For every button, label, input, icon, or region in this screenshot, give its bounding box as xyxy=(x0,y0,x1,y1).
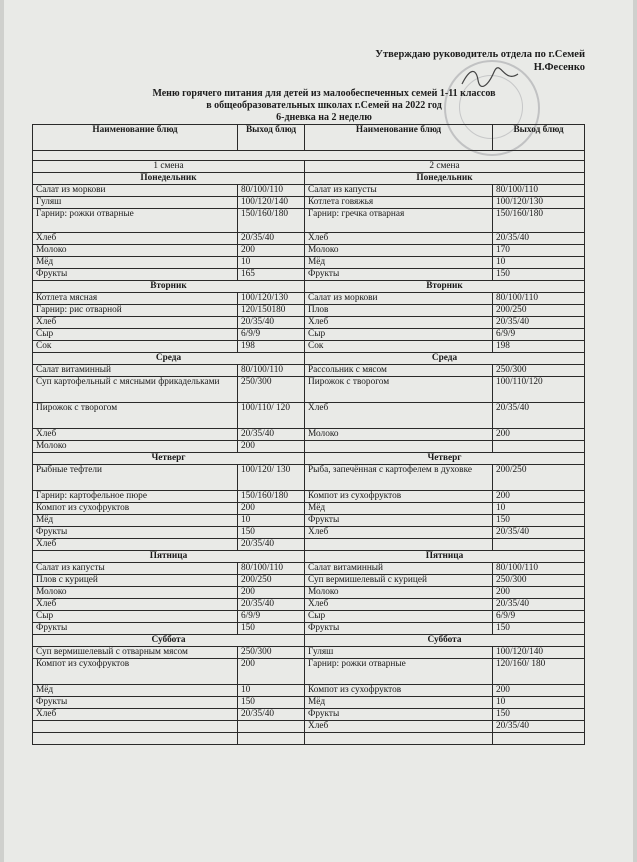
dish-name: Хлеб xyxy=(33,709,238,721)
dish-name: Хлеб xyxy=(33,317,238,329)
dish-name: Пирожок с творогом xyxy=(33,403,238,429)
dish-name: Сыр xyxy=(33,611,238,623)
dish-yield: 120/160/ 180 xyxy=(493,659,585,685)
dish-yield: 100/110/ 120 xyxy=(238,403,305,429)
table-row xyxy=(33,429,585,441)
dish-yield: 200 xyxy=(238,245,305,257)
dish-yield: 6/9/9 xyxy=(493,611,585,623)
dish-yield: 150 xyxy=(493,515,585,527)
table-row xyxy=(33,465,585,491)
dish-yield: 20/35/40 xyxy=(493,317,585,329)
dish-name: Мёд xyxy=(305,697,493,709)
dish-yield: 20/35/40 xyxy=(238,599,305,611)
dish-name: Хлеб xyxy=(305,527,493,539)
title-line-2: в общеобразовательных школах г.Семей на 2022 год xyxy=(206,100,442,111)
table-row xyxy=(33,587,585,599)
day-name: Среда xyxy=(33,353,305,365)
table-row xyxy=(33,293,585,305)
title-line-3: 6-дневка на 2 неделю xyxy=(276,112,372,123)
dish-yield: 20/35/40 xyxy=(493,527,585,539)
dish-yield: 10 xyxy=(238,685,305,697)
spacer-row xyxy=(33,151,585,161)
dish-name: Фрукты xyxy=(33,697,238,709)
table-row xyxy=(33,365,585,377)
dish-name: Гарнир: гречка отварная xyxy=(305,209,493,233)
title-line-1: Меню горячего питания для детей из малообеспеченных семей 1-11 классов xyxy=(152,88,496,99)
dish-yield: 200 xyxy=(238,441,305,453)
empty-cell xyxy=(305,733,493,745)
dish-name: Гарнир: рожки отварные xyxy=(305,659,493,685)
day-name: Вторник xyxy=(33,281,305,293)
table-row xyxy=(33,539,585,551)
dish-yield: 80/100/110 xyxy=(493,293,585,305)
dish-name: Молоко xyxy=(33,245,238,257)
menu-title xyxy=(64,88,584,124)
dish-name: Компот из сухофруктов xyxy=(33,659,238,685)
dish-name: Фрукты xyxy=(33,527,238,539)
dish-name: Сок xyxy=(305,341,493,353)
table-row xyxy=(33,341,585,353)
day-name: Понедельник xyxy=(305,173,585,185)
dish-yield xyxy=(493,539,585,551)
dish-yield: 20/35/40 xyxy=(493,721,585,733)
dish-name xyxy=(305,441,493,453)
dish-yield: 80/100/110 xyxy=(238,185,305,197)
header-yield-1: Выход блюд xyxy=(238,125,305,151)
dish-yield: 20/35/40 xyxy=(238,539,305,551)
dish-name: Компот из сухофруктов xyxy=(33,503,238,515)
dish-yield: 250/300 xyxy=(238,647,305,659)
dish-name: Хлеб xyxy=(33,539,238,551)
dish-name: Салат из капусты xyxy=(305,185,493,197)
dish-yield xyxy=(493,441,585,453)
dish-name: Фрукты xyxy=(305,623,493,635)
table-row xyxy=(33,209,585,233)
dish-name: Салат витаминный xyxy=(305,563,493,575)
dish-name: Котлета говяжья xyxy=(305,197,493,209)
day-name: Суббота xyxy=(33,635,305,647)
dish-name: Мёд xyxy=(305,503,493,515)
dish-name: Хлеб xyxy=(305,233,493,245)
dish-yield: 80/100/110 xyxy=(493,563,585,575)
dish-name: Хлеб xyxy=(305,403,493,429)
dish-name: Гуляш xyxy=(33,197,238,209)
dish-yield: 120/150180 xyxy=(238,305,305,317)
dish-yield: 100/120/ 130 xyxy=(238,465,305,491)
dish-name: Рыба, запечённая с картофелем в духовке xyxy=(305,465,493,491)
dish-name xyxy=(305,539,493,551)
dish-yield: 200 xyxy=(493,429,585,441)
table-row xyxy=(33,709,585,721)
dish-yield: 200 xyxy=(493,491,585,503)
dish-yield: 150/160/180 xyxy=(493,209,585,233)
dish-yield: 198 xyxy=(238,341,305,353)
dish-name: Сыр xyxy=(305,611,493,623)
dish-name xyxy=(33,721,238,733)
day-row xyxy=(33,551,585,563)
empty-cell xyxy=(33,733,238,745)
dish-name: Хлеб xyxy=(33,429,238,441)
dish-name: Хлеб xyxy=(305,721,493,733)
dish-name: Молоко xyxy=(305,587,493,599)
dish-yield: 150 xyxy=(238,697,305,709)
dish-yield: 10 xyxy=(238,515,305,527)
dish-yield: 10 xyxy=(493,257,585,269)
dish-yield: 20/35/40 xyxy=(493,403,585,429)
table-row xyxy=(33,305,585,317)
table-row xyxy=(33,403,585,429)
table-row xyxy=(33,647,585,659)
dish-name: Мёд xyxy=(33,515,238,527)
empty-cell xyxy=(493,733,585,745)
dish-yield: 100/110/120 xyxy=(493,377,585,403)
day-name: Четверг xyxy=(33,453,305,465)
dish-name: Компот из сухофруктов xyxy=(305,491,493,503)
dish-name: Рыбные тефтели xyxy=(33,465,238,491)
day-name: Суббота xyxy=(305,635,585,647)
menu-body xyxy=(33,173,585,745)
dish-name: Фрукты xyxy=(33,623,238,635)
dish-name: Компот из сухофруктов xyxy=(305,685,493,697)
day-name: Пятница xyxy=(305,551,585,563)
day-row xyxy=(33,353,585,365)
dish-yield: 10 xyxy=(493,503,585,515)
dish-yield: 6/9/9 xyxy=(493,329,585,341)
dish-yield: 150 xyxy=(493,623,585,635)
dish-name: Салат витаминный xyxy=(33,365,238,377)
dish-name: Фрукты xyxy=(305,269,493,281)
dish-yield: 200/250 xyxy=(493,465,585,491)
shift-2-label: 2 смена xyxy=(305,161,585,173)
dish-yield: 200 xyxy=(238,659,305,685)
dish-name: Гуляш xyxy=(305,647,493,659)
dish-yield: 200 xyxy=(493,587,585,599)
dish-name: Хлеб xyxy=(33,233,238,245)
day-row xyxy=(33,281,585,293)
day-name: Четверг xyxy=(305,453,585,465)
dish-name: Суп вермишелевый с отварным мясом xyxy=(33,647,238,659)
approver-name: Н.Фесенко xyxy=(533,62,585,73)
dish-name: Молоко xyxy=(33,441,238,453)
empty-row xyxy=(33,733,585,745)
dish-yield: 250/300 xyxy=(493,365,585,377)
dish-yield: 20/35/40 xyxy=(238,709,305,721)
day-row xyxy=(33,173,585,185)
day-row xyxy=(33,635,585,647)
dish-name: Молоко xyxy=(305,429,493,441)
dish-yield: 100/120/140 xyxy=(493,647,585,659)
table-row xyxy=(33,257,585,269)
header-dish-1: Наименование блюд xyxy=(33,125,238,151)
table-row xyxy=(33,599,585,611)
dish-yield: 150/160/180 xyxy=(238,491,305,503)
dish-yield: 80/100/110 xyxy=(238,563,305,575)
dish-name: Гарнир: рис отварной xyxy=(33,305,238,317)
dish-name: Сыр xyxy=(305,329,493,341)
day-row xyxy=(33,453,585,465)
dish-name: Пирожок с творогом xyxy=(305,377,493,403)
dish-yield: 200/250 xyxy=(238,575,305,587)
dish-name: Салат из капусты xyxy=(33,563,238,575)
dish-yield: 80/100/110 xyxy=(238,365,305,377)
dish-name: Мёд xyxy=(305,257,493,269)
header-yield-2: Выход блюд xyxy=(493,125,585,151)
dish-name: Сыр xyxy=(33,329,238,341)
table-row xyxy=(33,233,585,245)
dish-yield: 150/160/180 xyxy=(238,209,305,233)
dish-yield: 100/120/130 xyxy=(238,293,305,305)
table-row xyxy=(33,575,585,587)
dish-yield: 100/120/140 xyxy=(238,197,305,209)
dish-name: Хлеб xyxy=(305,317,493,329)
table-row xyxy=(33,721,585,733)
dish-yield: 200 xyxy=(493,685,585,697)
dish-yield: 165 xyxy=(238,269,305,281)
dish-yield: 80/100/110 xyxy=(493,185,585,197)
dish-name: Суп картофельный с мясными фрикадельками xyxy=(33,377,238,403)
table-row xyxy=(33,269,585,281)
day-name: Понедельник xyxy=(33,173,305,185)
dish-yield: 200/250 xyxy=(493,305,585,317)
dish-name: Салат из моркови xyxy=(305,293,493,305)
dish-yield: 20/35/40 xyxy=(493,233,585,245)
empty-cell xyxy=(238,733,305,745)
table-row xyxy=(33,245,585,257)
dish-name: Молоко xyxy=(33,587,238,599)
table-row xyxy=(33,563,585,575)
day-name: Среда xyxy=(305,353,585,365)
table-row xyxy=(33,527,585,539)
table-row xyxy=(33,329,585,341)
table-row xyxy=(33,685,585,697)
dish-name: Суп вермишелевый с курицей xyxy=(305,575,493,587)
dish-yield: 250/300 xyxy=(238,377,305,403)
shift-1-label: 1 смена xyxy=(33,161,305,173)
dish-name: Гарнир: картофельное пюре xyxy=(33,491,238,503)
day-name: Пятница xyxy=(33,551,305,563)
header-dish-2: Наименование блюд xyxy=(305,125,493,151)
dish-name: Хлеб xyxy=(33,599,238,611)
menu-table xyxy=(32,124,585,745)
dish-yield: 6/9/9 xyxy=(238,611,305,623)
dish-name: Плов с курицей xyxy=(33,575,238,587)
table-row xyxy=(33,441,585,453)
dish-name: Котлета мясная xyxy=(33,293,238,305)
table-row xyxy=(33,197,585,209)
dish-name: Молоко xyxy=(305,245,493,257)
dish-name: Мёд xyxy=(33,257,238,269)
dish-yield: 20/35/40 xyxy=(493,599,585,611)
dish-yield: 150 xyxy=(238,623,305,635)
day-name: Вторник xyxy=(305,281,585,293)
dish-yield: 170 xyxy=(493,245,585,257)
dish-yield: 200 xyxy=(238,503,305,515)
dish-yield: 150 xyxy=(493,269,585,281)
dish-yield: 250/300 xyxy=(493,575,585,587)
dish-yield: 20/35/40 xyxy=(238,233,305,245)
dish-yield: 100/120/130 xyxy=(493,197,585,209)
dish-name: Хлеб xyxy=(305,599,493,611)
table-row xyxy=(33,377,585,403)
table-row xyxy=(33,185,585,197)
dish-name: Рассольник с мясом xyxy=(305,365,493,377)
dish-yield: 10 xyxy=(238,257,305,269)
table-row xyxy=(33,623,585,635)
table-row xyxy=(33,317,585,329)
table-row xyxy=(33,611,585,623)
approval-line: Утверждаю руководитель отдела по г.Семей xyxy=(375,49,585,60)
dish-name: Сок xyxy=(33,341,238,353)
table-row xyxy=(33,515,585,527)
dish-name: Плов xyxy=(305,305,493,317)
table-row xyxy=(33,697,585,709)
dish-name: Фрукты xyxy=(33,269,238,281)
table-row xyxy=(33,503,585,515)
dish-yield: 198 xyxy=(493,341,585,353)
dish-name: Мёд xyxy=(33,685,238,697)
dish-name: Фрукты xyxy=(305,709,493,721)
dish-yield: 10 xyxy=(493,697,585,709)
dish-yield: 6/9/9 xyxy=(238,329,305,341)
dish-yield: 150 xyxy=(238,527,305,539)
dish-name: Гарнир: рожки отварные xyxy=(33,209,238,233)
dish-name: Фрукты xyxy=(305,515,493,527)
table-row xyxy=(33,659,585,685)
dish-yield: 150 xyxy=(493,709,585,721)
dish-yield: 20/35/40 xyxy=(238,429,305,441)
dish-yield: 20/35/40 xyxy=(238,317,305,329)
approval-block xyxy=(375,48,585,74)
dish-yield xyxy=(238,721,305,733)
dish-name: Салат из моркови xyxy=(33,185,238,197)
table-row xyxy=(33,491,585,503)
dish-yield: 200 xyxy=(238,587,305,599)
